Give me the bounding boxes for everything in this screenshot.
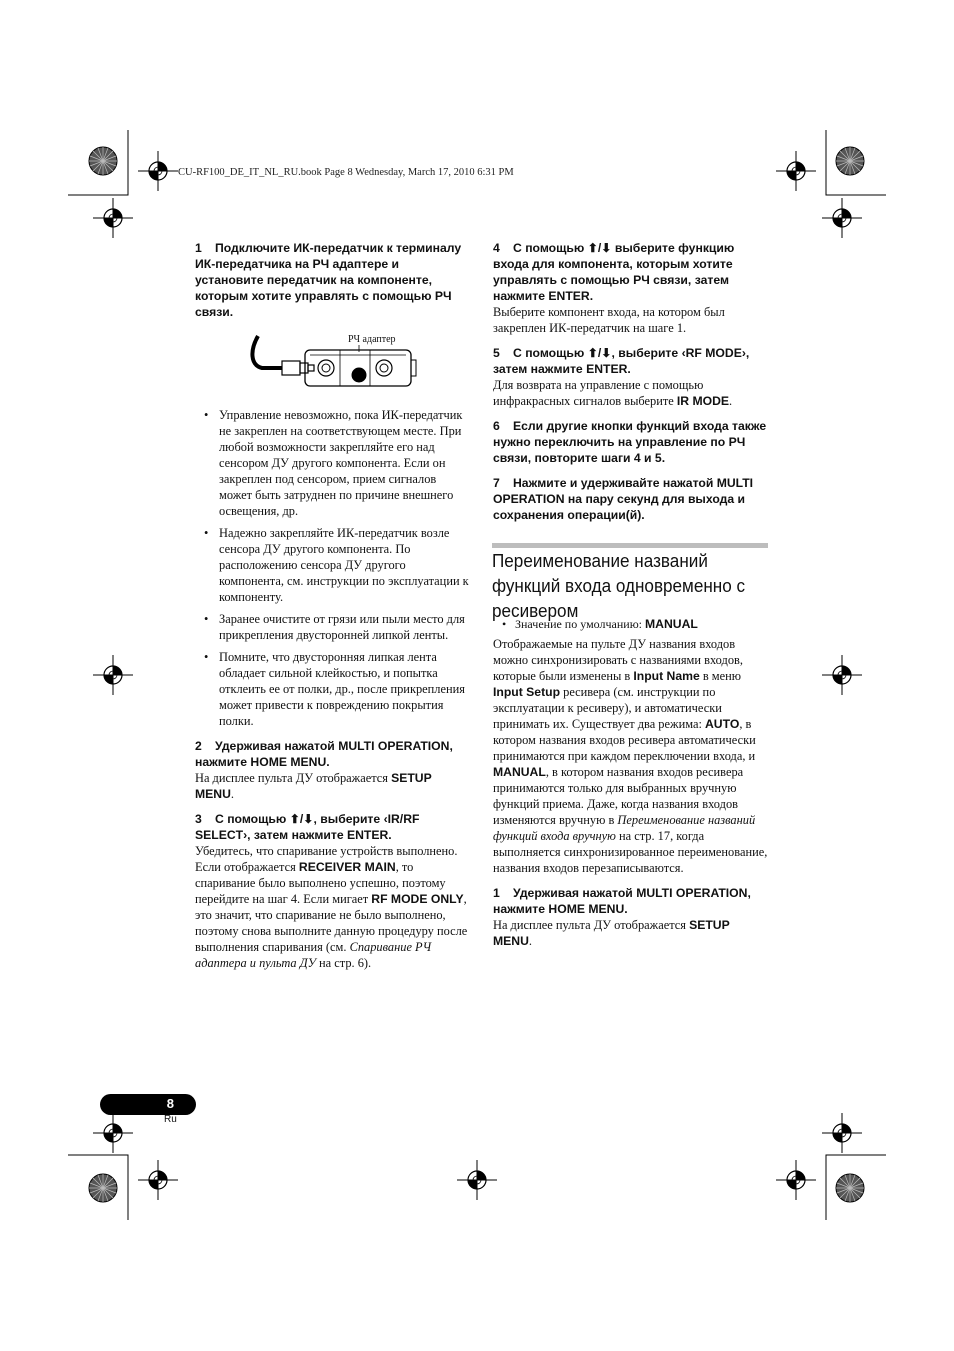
- registration-mark-icon: [457, 1160, 497, 1200]
- registration-mark-icon: [93, 1113, 133, 1153]
- step-6: 6 Если другие кнопки функций входа также нужно переключить на управление по РЧ связи, повторите шаги 4 и 5.: [493, 419, 767, 465]
- step-4: 4 С помощью ⬆/⬇ выберите функцию входа для компонента, которым хотите управлять с помощью РЧ связи, затем нажмите ENTER.: [493, 241, 735, 303]
- star-target-icon: [89, 147, 117, 175]
- step-2: 2 Удерживая нажатой MULTI OPERATION, нажмите HOME MENU.: [195, 739, 453, 769]
- up-down-arrow-icon: ⬆/⬇: [587, 241, 612, 255]
- star-target-icon: [836, 147, 864, 175]
- step-5: 5 С помощью ⬆/⬇, выберите ‹RF MODE›, затем нажмите ENTER.: [493, 346, 750, 376]
- registration-mark-icon: [93, 655, 133, 695]
- up-down-arrow-icon: ⬆/⬇: [587, 346, 612, 360]
- default-list: [493, 616, 768, 632]
- page-number-badge: 8: [100, 1094, 196, 1115]
- step-1b: 1 Удерживая нажатой MULTI OPERATION, нажмите HOME MENU.: [493, 886, 751, 916]
- star-target-icon: [89, 1174, 117, 1202]
- section-title: Переименование названий функций входа одновременно с ресивером: [492, 550, 746, 621]
- step-7: 7 Нажмите и удерживайте нажатой MULTI OPERATION на пару секунд для выхода и сохранения операции(й).: [493, 476, 754, 522]
- notes-list: [195, 407, 470, 729]
- star-target-icon: [836, 1174, 864, 1202]
- section-paragraph: Отображаемые на пульте ДУ названия входов можно синхронизировать с названиями входов, которые были изменены в Input Name в меню Input Setup ресивера (см. инструкции по эксплуатации к ресиверу), и автоматически принимать их. Существует два режима: AUTO, в котором названия входов ресивера автоматически принимаются при каждом переключении входа, и MANUAL, в котором названия входов ресивера принимаются только для выбранных вручную функций приема. Даже, когда названия входов изменяются вручную в Переименование названий функций входа вручную на стр. 17, когда выполняется синхронизированное переименование, названия входов перезаписываются.: [493, 637, 768, 875]
- list-item: • Помните, что двусторонняя липкая лента обладает сильной клейкостью, и попытка отклеить ее от полки, др., после прикрепления может привести к повреждению покрытия полки.: [195, 649, 470, 729]
- registration-mark-icon: [822, 655, 862, 695]
- left-column: [195, 407, 470, 971]
- language-code: Ru: [164, 1114, 177, 1125]
- step-4-body: Выберите компонент входа, на котором был закреплен ИК-передатчик на шаге 1.: [493, 305, 725, 335]
- print-header: CU-RF100_DE_IT_NL_RU.book Page 8 Wednesday, March 17, 2010 6:31 PM: [178, 167, 514, 178]
- step-3-body: Убедитесь, что спаривание устройств выполнено. Если отображается RECEIVER MAIN, то спаривание было выполнено успешно, поэтому перейдите на шаг 4. Если мигает RF MODE ONLY, это значит, что спаривание не было выполнено, поэтому снова выполните данную процедуру после выполнения спаривания (см. Спаривание РЧ адаптера и пульта ДУ на стр. 6).: [195, 844, 468, 970]
- step-2-body: На дисплее пульта ДУ отображается SETUP MENU.: [195, 771, 432, 801]
- step-3: 3 С помощью ⬆/⬇, выберите ‹IR/RF SELECT›, затем нажмите ENTER.: [195, 812, 420, 842]
- list-item: • Надежно закрепляйте ИК-передатчик возле сенсора ДУ другого компонента. По расположению сенсора ДУ другого компонента, см. инструкции по эксплуатации к компоненту.: [195, 525, 470, 605]
- right-column-section: [493, 616, 768, 949]
- step-1: 1 Подключите ИК-передатчик к терминалу ИК-передатчика на РЧ адаптере и установите передатчик на компоненте, которым хотите управлять с помощью РЧ связи.: [195, 241, 462, 319]
- list-item: • Значение по умолчанию: MANUAL: [493, 616, 768, 632]
- registration-mark-icon: [776, 1160, 816, 1200]
- step-1b-body: На дисплее пульта ДУ отображается SETUP MENU.: [493, 918, 730, 948]
- list-item: • Заранее очистите от грязи или пыли место для прикрепления двусторонней липкой ленты.: [195, 611, 470, 643]
- registration-mark-icon: [822, 1113, 862, 1153]
- figure-label: РЧ адаптер: [348, 334, 396, 345]
- registration-mark-icon: [138, 151, 178, 191]
- up-down-arrow-icon: ⬆/⬇: [289, 812, 314, 826]
- registration-mark-icon: [138, 1160, 178, 1200]
- registration-mark-icon: [822, 198, 862, 238]
- registration-mark-icon: [776, 151, 816, 191]
- right-column: [493, 240, 768, 523]
- left-column-top: [195, 240, 470, 320]
- registration-mark-icon: [93, 198, 133, 238]
- list-item: • Управление невозможно, пока ИК-передатчик не закреплен на соответствующем месте. При любой возможности закрепляйте его над сенсором ДУ другого компонента. Если он закреплен под сенсором, прием сигналов может быть затруднен по причине внешнего освещения, др.: [195, 407, 470, 519]
- step-5-body: Для возврата на управление с помощью инфракрасных сигналов выберите IR MODE.: [493, 378, 733, 408]
